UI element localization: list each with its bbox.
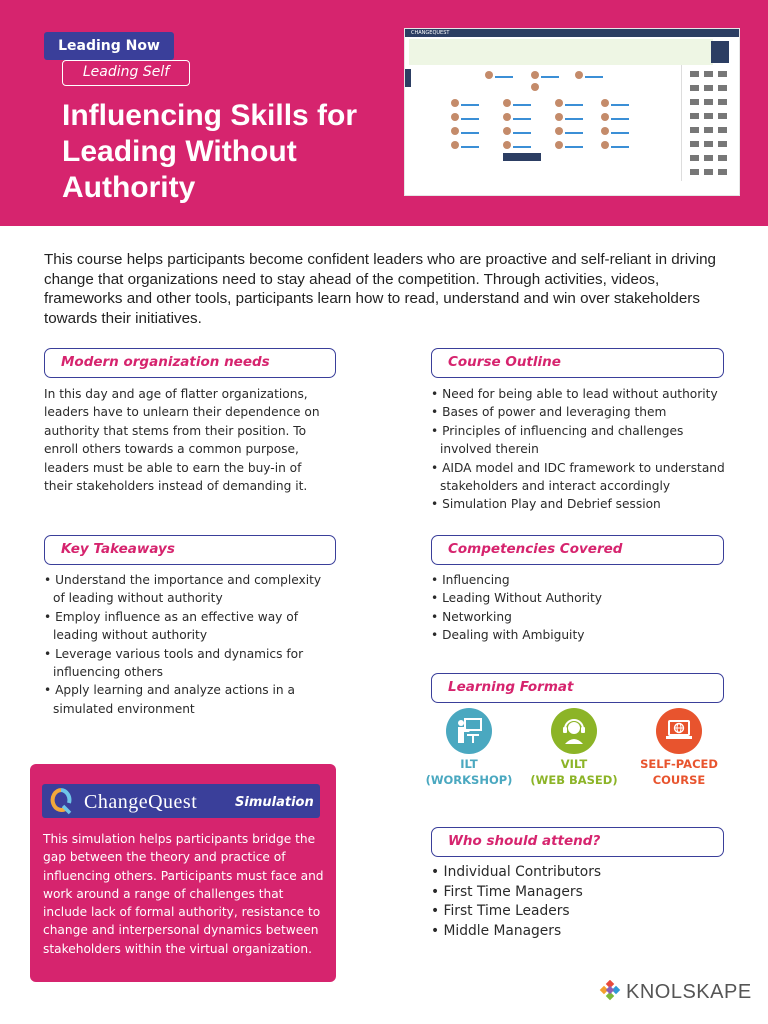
competencies-list <box>431 571 724 645</box>
list-item: • Need for being able to lead without authority <box>431 385 731 403</box>
modern-needs-heading: Modern organization needs <box>44 348 336 378</box>
changequest-suffix: Simulation <box>235 795 314 810</box>
knolskape-wordmark: KNOLSKAPE <box>626 981 752 1003</box>
list-item: • AIDA model and IDC framework to understand stakeholders and interact accordingly <box>431 459 731 496</box>
learning-format-heading: Learning Format <box>431 673 724 703</box>
changequest-name: ChangeQuest <box>84 791 198 813</box>
course-outline-list <box>431 385 731 514</box>
laptop-globe-icon <box>656 708 702 754</box>
list-item: • Leverage various tools and dynamics for influencing others <box>44 645 336 682</box>
list-item: • Simulation Play and Debrief session <box>431 495 731 513</box>
key-takeaways-list <box>44 571 336 718</box>
page-title: Influencing Skills for Leading Without Authority <box>62 99 358 204</box>
headset-icon <box>551 708 597 754</box>
category-tag: Leading Now <box>44 32 174 60</box>
intro-paragraph: This course helps participants become confident leaders who are proactive and self-reliant in driving change that organizations need to stay ahead of the competition. Through activities, videos, frameworks and other tools, participants learn how to read, understand and win over stakeholders towards their initiatives. <box>44 251 716 327</box>
format-label-ilt: ILT (WORKSHOP) <box>425 757 513 787</box>
presenter-icon <box>446 708 492 754</box>
list-item: • Individual Contributors <box>431 863 724 883</box>
knolskape-mark-icon <box>598 980 622 1004</box>
list-item: • Dealing with Ambiguity <box>431 626 724 644</box>
course-outline-heading: Course Outline <box>431 348 724 378</box>
who-attend-list <box>431 863 724 941</box>
list-item: • Employ influence as an effective way of leading without authority <box>44 608 336 645</box>
list-item: • Leading Without Authority <box>431 589 724 607</box>
format-label-self-paced: SELF-PACED COURSE <box>640 757 718 787</box>
simulation-screenshot <box>404 28 740 196</box>
competencies-heading: Competencies Covered <box>431 535 724 565</box>
changequest-text: This simulation helps participants bridge the gap between the theory and practice of influencing others. Participants must face and work around a range of challenges that include lack of formal authority, resistance to change and interpersonal dynamics between stakeholders within the virtual organization. <box>43 832 324 956</box>
list-item: • Influencing <box>431 571 724 589</box>
list-item: • Principles of influencing and challenges involved therein <box>431 422 691 459</box>
screenshot-app-name: CHANGEQUEST <box>411 30 450 36</box>
knolskape-logo <box>598 978 752 1006</box>
who-attend-heading: Who should attend? <box>431 827 724 857</box>
list-item: • Understand the importance and complexity of leading without authority <box>44 571 336 608</box>
key-takeaways-heading: Key Takeaways <box>44 535 336 565</box>
changequest-logo <box>42 784 320 818</box>
subcategory-tag: Leading Self <box>62 60 190 86</box>
modern-needs-text: In this day and age of flatter organizations, leaders have to unlearn their dependence on authority that stems from their position. To enroll others towards a common purpose, leaders must be able to earn the buy-in of their stakeholders instead of demanding it. <box>44 387 320 494</box>
list-item: • First Time Managers <box>431 883 724 903</box>
changequest-panel <box>30 764 336 982</box>
format-label-vilt: VILT (WEB BASED) <box>530 757 618 787</box>
header-banner <box>0 0 768 226</box>
list-item: • Bases of power and leveraging them <box>431 403 731 421</box>
list-item: • Apply learning and analyze actions in a simulated environment <box>44 681 336 718</box>
list-item: • Networking <box>431 608 724 626</box>
list-item: • First Time Leaders <box>431 902 724 922</box>
q-logo-icon <box>50 787 72 815</box>
list-item: • Middle Managers <box>431 922 724 942</box>
